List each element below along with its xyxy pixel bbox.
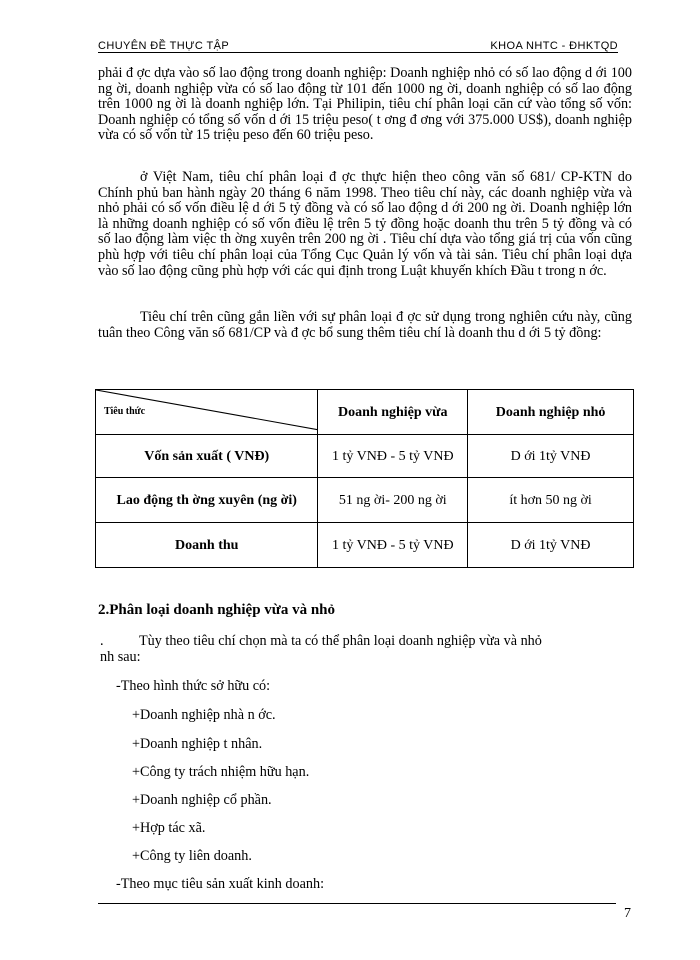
col-header-medium: Doanh nghiệp vừa bbox=[318, 390, 468, 435]
paragraph-vietnam: ở Việt Nam, tiêu chí phân loại đ ợc thực hiện theo công văn số 681/ CP-KTN do Chính phủ ban hành ngày 20 tháng 6 năm 1998. Theo tiêu chí này, các doanh nghiệp vừa và nhỏ phải có số vốn điều lệ d ới 5 tỷ đồng và có số lao động d ới 200 ng ời. Doanh nghiệp lớn là những doanh nghiệp có số vốn điều lệ trên 5 tỷ đồng hoặc doanh thu trên 5 tỷ đồng và có số lao động làm việc th ờng xuyên trên 200 ng ời . Tiêu chí dựa vào tổng giá trị của vốn cũng phù hợp với tiêu chí phân loại của Tổng Cục Quản lý vốn và tài sản. Tiêu chí phân loại dựa vào số lao động cũng phù hợp với các qui định trong Luật khuyến khích Đầu t trong n ớc. bbox=[98, 169, 632, 279]
intro-dot: . bbox=[100, 633, 104, 649]
list-item: +Doanh nghiệp nhà n ớc. bbox=[132, 707, 276, 723]
intro-line-1: Tùy theo tiêu chí chọn mà ta có thể phân loại doanh nghiệp vừa và nhỏ bbox=[139, 633, 542, 649]
list-item: +Công ty trách nhiệm hữu hạn. bbox=[132, 764, 310, 780]
row-medium-value: 1 tỷ VNĐ - 5 tỷ VNĐ bbox=[318, 435, 468, 478]
table-corner-cell bbox=[96, 390, 318, 435]
header-faculty: KHOA NHTC - ĐHKTQD bbox=[490, 40, 618, 52]
section-title: 2.Phân loại doanh nghiệp vừa và nhỏ bbox=[98, 602, 335, 618]
footer-rule bbox=[98, 903, 616, 904]
row-medium-value: 1 tỷ VNĐ - 5 tỷ VNĐ bbox=[318, 523, 468, 568]
classification-table bbox=[95, 389, 634, 568]
row-small-value: ít hơn 50 ng ời bbox=[468, 478, 634, 523]
paragraph-criteria: Tiêu chí trên cũng gắn liền với sự phân loại đ ợc sử dụng trong nghiên cứu này, cũng tuân theo Công văn số 681/CP và đ ợc bổ sung thêm tiêu chí là doanh thu d ới 5 tỷ đồng: bbox=[98, 309, 632, 341]
row-medium-value: 51 ng ời- 200 ng ời bbox=[318, 478, 468, 523]
list-item: +Hợp tác xã. bbox=[132, 820, 206, 836]
row-criterion: Doanh thu bbox=[96, 523, 318, 568]
col-header-small: Doanh nghiệp nhỏ bbox=[468, 390, 634, 435]
page-header bbox=[98, 30, 618, 52]
list-item: +Doanh nghiệp t nhân. bbox=[132, 736, 263, 752]
table-header-row bbox=[96, 390, 634, 435]
table-row bbox=[96, 478, 634, 523]
ownership-heading: -Theo hình thức sở hữu có: bbox=[116, 678, 271, 694]
row-criterion: Vốn sản xuất ( VNĐ) bbox=[96, 435, 318, 478]
row-criterion: Lao động th ờng xuyên (ng ời) bbox=[96, 478, 318, 523]
business-heading: -Theo mục tiêu sản xuất kinh doanh: bbox=[116, 876, 325, 892]
paragraph-philippines: phải đ ợc dựa vào số lao động trong doanh nghiệp: Doanh nghiệp nhỏ có số lao động d ới 100 ng ời, doanh nghiệp vừa có số lao động từ 101 đến 1000 ng ời, doanh nghiệp có số lao động trên 1000 ng ời là doanh nghiệp lớn. Tại Philipin, tiêu chí phân loại căn cứ vào tổng số vốn: Doanh nghiệp có tổng số vốn d ới 15 triệu peso( t ơng đ ơng với 375.000 US$), doanh nghiệp vừa có số vốn từ 15 triệu peso đến 60 triệu peso. bbox=[98, 65, 632, 144]
row-small-value: D ới 1tỷ VNĐ bbox=[468, 435, 634, 478]
header-document-title: CHUYÊN ĐỀ THỰC TẬP bbox=[98, 40, 230, 52]
table-row bbox=[96, 523, 634, 568]
page-number: 7 bbox=[624, 906, 631, 921]
list-item: +Doanh nghiệp cổ phần. bbox=[132, 792, 272, 808]
list-item: +Công ty liên doanh. bbox=[132, 848, 252, 864]
corner-label: Tiêu thức bbox=[104, 406, 146, 417]
header-rule bbox=[98, 52, 618, 53]
table-row bbox=[96, 435, 634, 478]
row-small-value: D ới 1tỷ VNĐ bbox=[468, 523, 634, 568]
intro-line-2: nh sau: bbox=[100, 649, 141, 665]
